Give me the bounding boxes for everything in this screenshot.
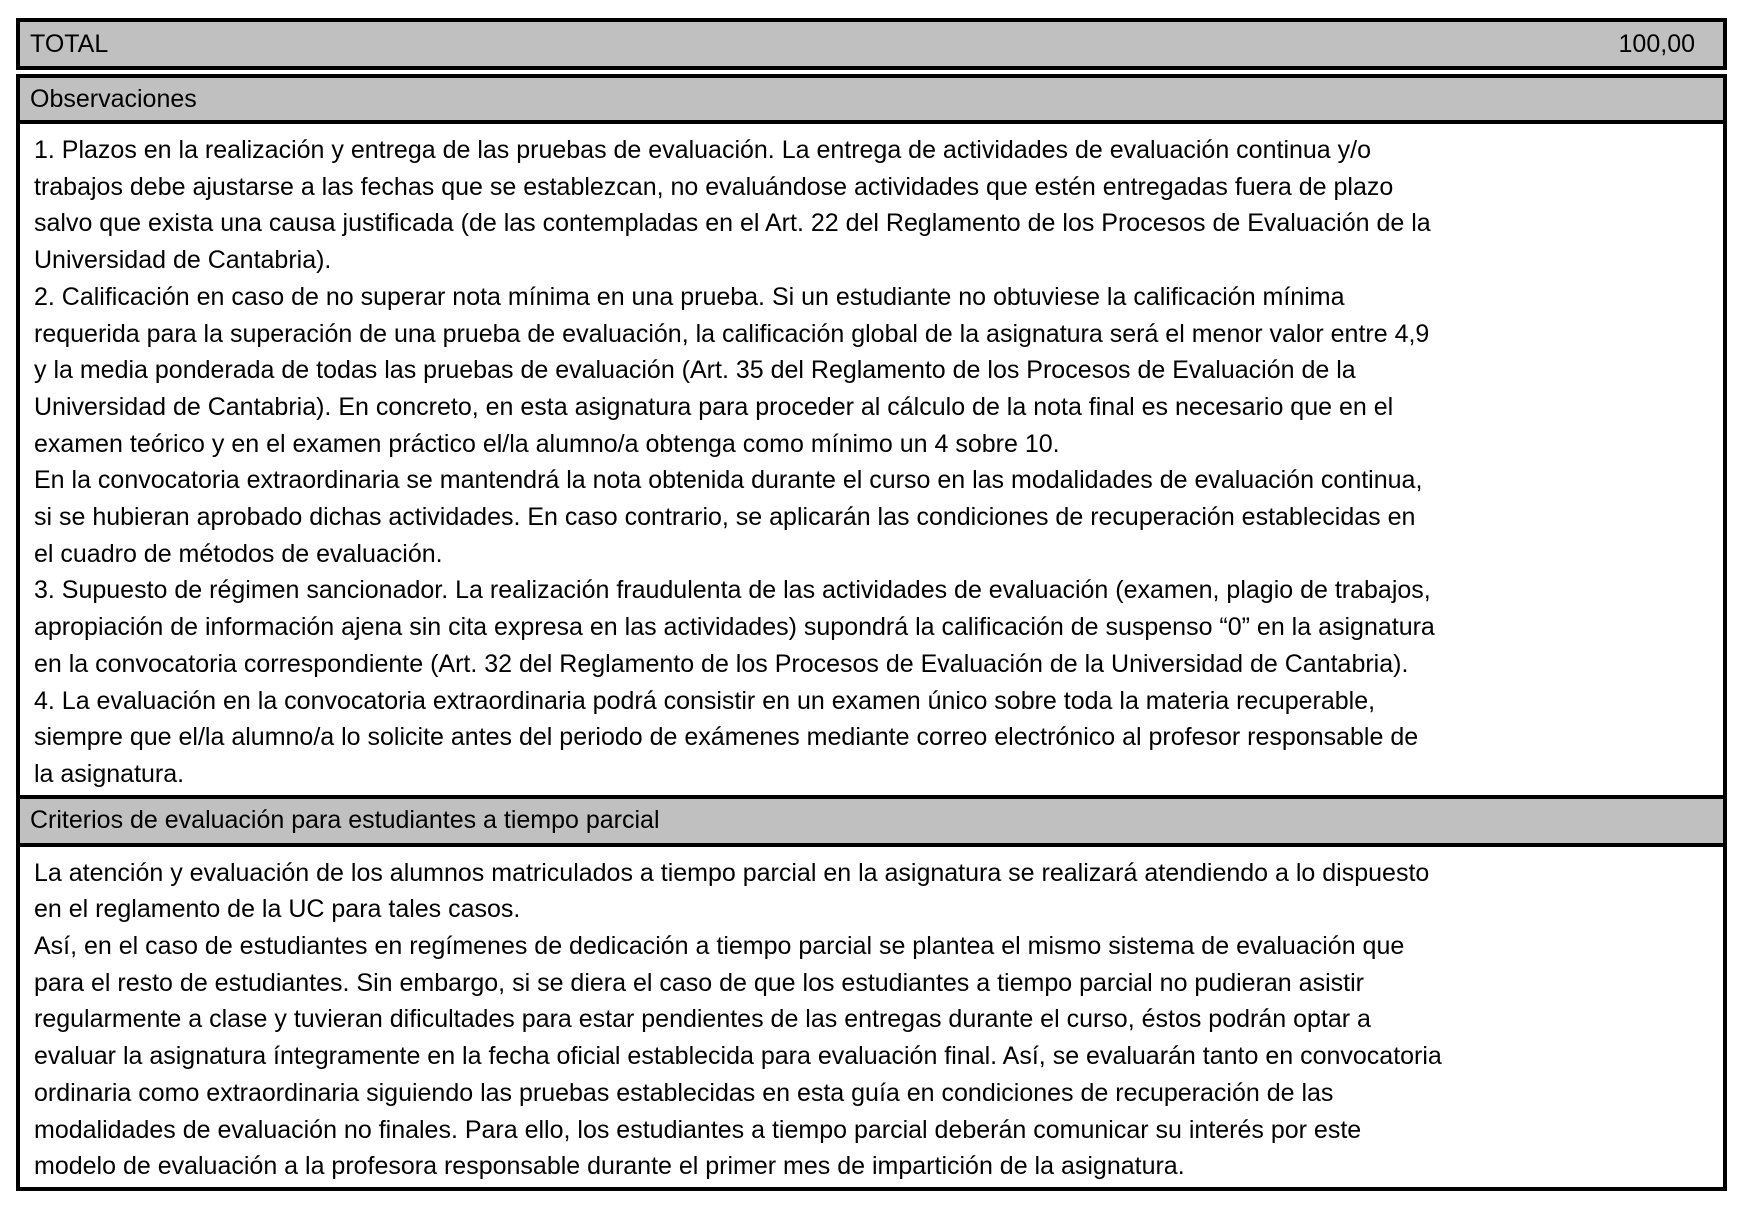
criterios-text-line: modalidades de evaluación no finales. Para ello, los estudiantes a tiempo parcial deberán comunicar su interés por este bbox=[34, 1115, 1362, 1144]
observaciones-text-line: la asignatura. bbox=[34, 759, 185, 788]
observaciones-text-line: En la convocatoria extraordinaria se mantendrá la nota obtenida durante el curso en las modalidades de evaluación continua, bbox=[34, 466, 1423, 495]
criterios-text-line: La atención y evaluación de los alumnos matriculados a tiempo parcial en la asignatura se realizará atendiendo a lo dispuesto bbox=[34, 858, 1430, 887]
observaciones-text-line: Universidad de Cantabria). En concreto, en esta asignatura para proceder al cálculo de la nota final es necesario que en el bbox=[34, 392, 1394, 421]
observaciones-text-line: siempre que el/la alumno/a lo solicite antes del periodo de exámenes mediante correo electrónico al profesor responsable de bbox=[34, 723, 1419, 752]
criterios-header bbox=[16, 795, 1727, 847]
observaciones-text-line: salvo que exista una causa justificada (de las contempladas en el Art. 22 del Reglamento de los Procesos de Evaluación de la bbox=[34, 209, 1431, 238]
observaciones-text-line: 2. Calificación en caso de no superar nota mínima en una prueba. Si un estudiante no obtuviese la calificación mínima bbox=[34, 282, 1345, 311]
total-label: TOTAL bbox=[30, 29, 109, 58]
criterios-body bbox=[16, 847, 1727, 1191]
observaciones-text-line: 4. La evaluación en la convocatoria extraordinaria podrá consistir en un examen único sobre toda la materia recuperable, bbox=[34, 686, 1376, 715]
criterios-text-line: modelo de evaluación a la profesora responsable durante el primer mes de impartición de la asignatura. bbox=[34, 1152, 1185, 1181]
observaciones-text-line: Universidad de Cantabria). bbox=[34, 246, 332, 275]
criterios-text-line: Así, en el caso de estudiantes en regímenes de dedicación a tiempo parcial se plantea el mismo sistema de evaluación que bbox=[34, 932, 1405, 961]
observaciones-text-line: y la media ponderada de todas las pruebas de evaluación (Art. 35 del Reglamento de los Procesos de Evaluación de la bbox=[34, 356, 1356, 385]
observaciones-header bbox=[16, 74, 1727, 124]
observaciones-text-line: el cuadro de métodos de evaluación. bbox=[34, 539, 443, 568]
observaciones-text-line: en la convocatoria correspondiente (Art. 32 del Reglamento de los Procesos de Evaluación de la Universidad de Cantabria). bbox=[34, 649, 1409, 678]
observaciones-text-line: 1. Plazos en la realización y entrega de las pruebas de evaluación. La entrega de actividades de evaluación continua y/o bbox=[34, 136, 1371, 164]
criterios-text-line: para el resto de estudiantes. Sin embargo, si se diera el caso de que los estudiantes a tiempo parcial no pudieran asistir bbox=[34, 968, 1364, 997]
observaciones-text-line: si se hubieran aprobado dichas actividades. En caso contrario, se aplicarán las condiciones de recuperación establecidas en bbox=[34, 503, 1416, 532]
observaciones-text-line: examen teórico y en el examen práctico el/la alumno/a obtenga como mínimo un 4 sobre 10. bbox=[34, 429, 1060, 458]
observaciones-text-line: 3. Supuesto de régimen sancionador. La realización fraudulenta de las actividades de evaluación (examen, plagio de trabajos, bbox=[34, 576, 1431, 605]
criterios-text-line: regularmente a clase y tuvieran dificultades para estar pendientes de las entregas durante el curso, éstos podrán optar a bbox=[34, 1005, 1371, 1034]
criterios-title: Criterios de evaluación para estudiantes a tiempo parcial bbox=[30, 806, 660, 835]
observaciones-body bbox=[16, 124, 1727, 795]
observaciones-title: Observaciones bbox=[30, 84, 197, 113]
evaluation-document bbox=[16, 18, 1727, 1191]
criterios-text-line: ordinaria como extraordinaria siguiendo las pruebas establecidas en esta guía en condiciones de recuperación de las bbox=[34, 1078, 1334, 1107]
total-value: 100,00 bbox=[1618, 29, 1695, 58]
total-row bbox=[16, 18, 1727, 70]
criterios-text-line: evaluar la asignatura íntegramente en la fecha oficial establecida para evaluación final. Así, se evaluarán tanto en convocatoria bbox=[34, 1042, 1442, 1071]
observaciones-text-line: requerida para la superación de una prueba de evaluación, la calificación global de la asignatura será el menor valor entre 4,9 bbox=[34, 319, 1430, 348]
observaciones-text-line: trabajos debe ajustarse a las fechas que se establezcan, no evaluándose actividades que estén entregadas fuera de plazo bbox=[34, 172, 1394, 201]
observaciones-text-line: apropiación de información ajena sin cita expresa en las actividades) supondrá la calificación de suspenso “0” en la asignatura bbox=[34, 613, 1435, 642]
criterios-text-line: en el reglamento de la UC para tales casos. bbox=[34, 895, 521, 924]
